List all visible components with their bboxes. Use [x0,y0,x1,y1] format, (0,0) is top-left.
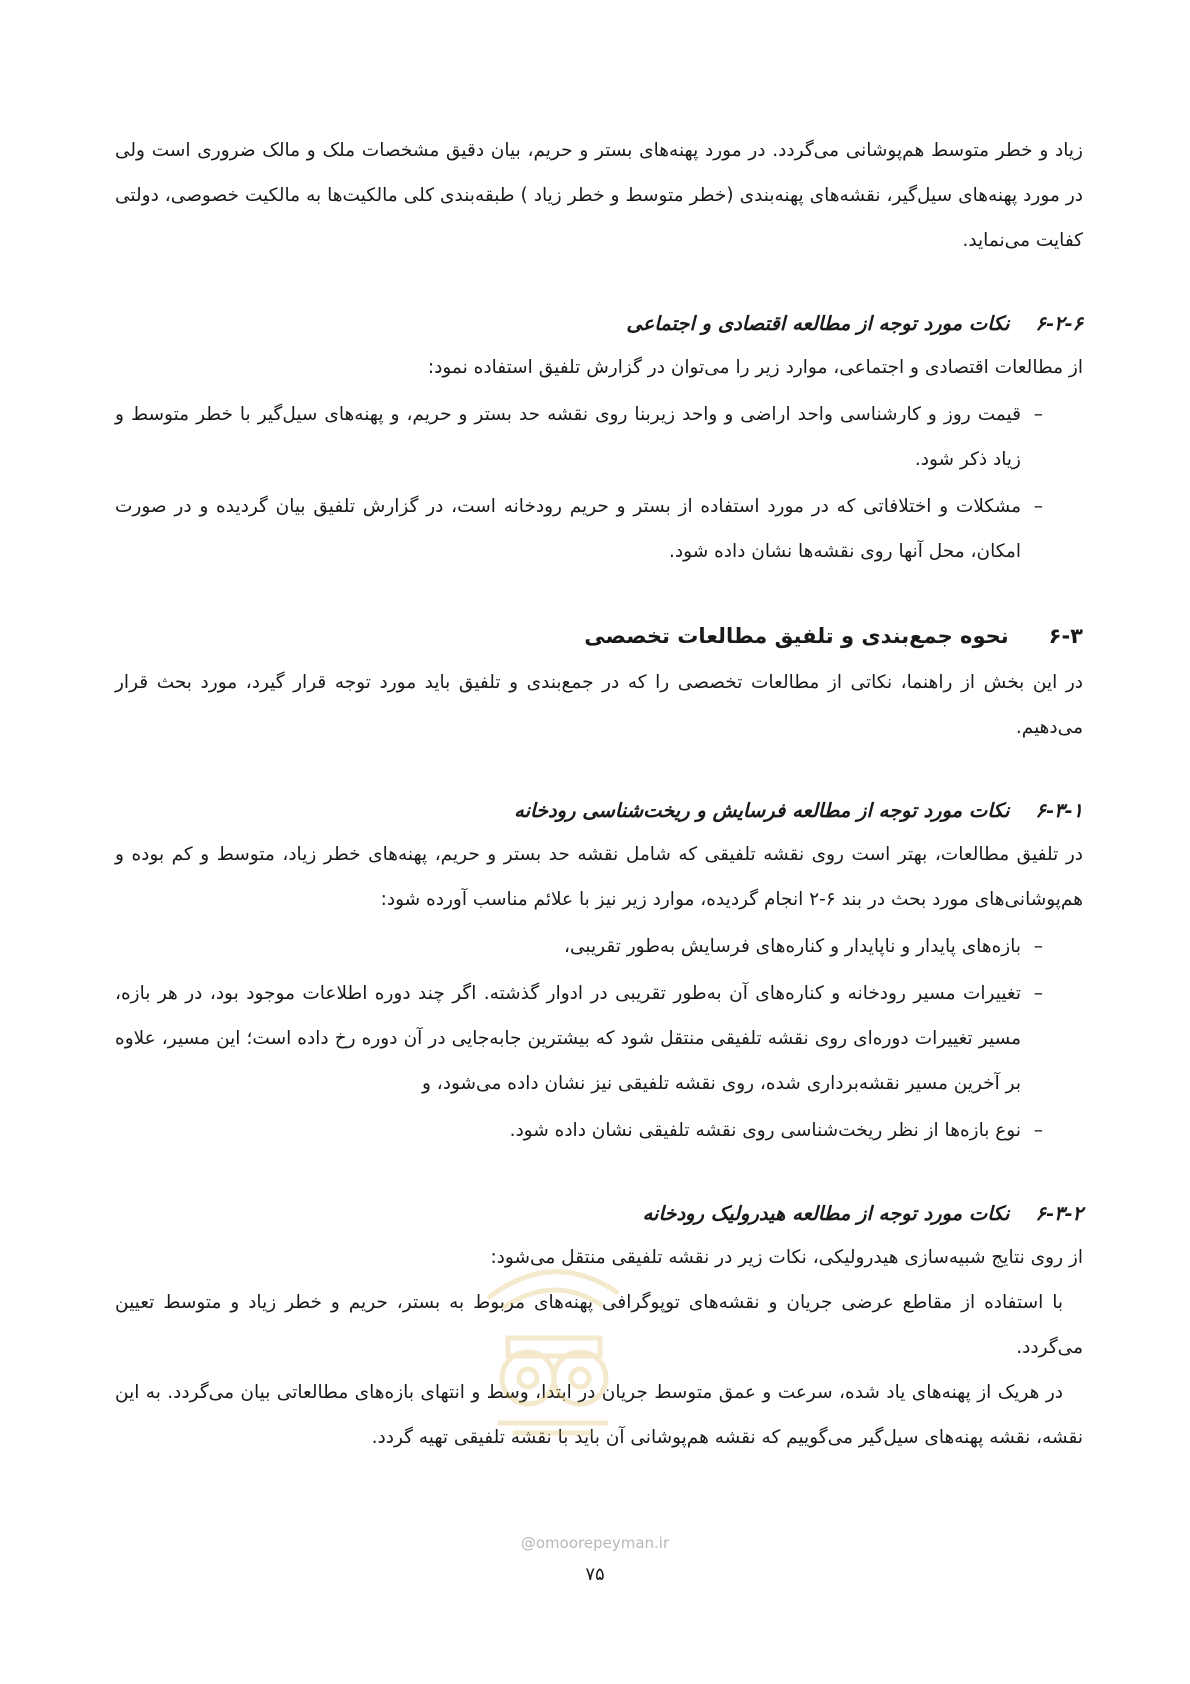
heading-6-2-6 [115,303,1083,345]
heading-6-3-2 [115,1193,1083,1235]
section-paragraph: با استفاده از مقاطع عرضی جریان و نقشه‌های توپوگرافی پهنه‌های مربوط به بستر، حریم و خطر زیاد و متوسط تعیین می‌گردد. [115,1292,1083,1358]
bullet-list [115,392,1083,574]
heading-number: ۶-۲-۶ [1035,312,1083,335]
heading-title: نحوه جمع‌بندی و تلفیق مطالعات تخصصی [584,624,1009,648]
heading-title: نکات مورد توجه از مطالعه هیدرولیک رودخانه [642,1202,1010,1225]
list-item: – مشکلات و اختلافاتی که در مورد استفاده از بستر و حریم رودخانه است، در گزارش تلفیق بیان گردیده و در صورت امکان، محل آنها روی نقشه‌ها نشان داده شود. [115,496,1043,562]
list-item: – بازه‌های پایدار و ناپایدار و کناره‌های فرسایش به‌طور تقریبی، [564,936,1043,957]
page-number: ۷۵ [585,1564,605,1585]
heading-title: نکات مورد توجه از مطالعه فرسایش و ریخت‌شناسی رودخانه [514,799,1010,822]
list-item: – نوع بازه‌ها از نظر ریخت‌شناسی روی نقشه تلفیقی نشان داده شود. [509,1120,1043,1141]
section-body: در این بخش از راهنما، نکاتی از مطالعات تخصصی را که در جمع‌بندی و تلفیق باید مورد توجه قرار گیرد، مورد بحث قرار می‌دهیم. [115,672,1083,738]
bullet-list [115,924,1083,1153]
watermark-site-text: @omoorepeyman.ir [520,1534,670,1552]
section-paragraph: در هریک از پهنه‌های یاد شده، سرعت و عمق متوسط جریان در ابتدا، وسط و انتهای بازه‌های مطالعاتی بیان می‌گردد. به این نقشه، نقشه پهنه‌های سیل‌گیر می‌گوییم که نقشه هم‌پوشانی آن باید با نقشه تلفیقی تهیه گردد. [115,1382,1083,1448]
heading-title: نکات مورد توجه از مطالعه اقتصادی و اجتماعی [626,312,1010,335]
intro-paragraph: زیاد و خطر متوسط هم‌پوشانی می‌گردد. در مورد پهنه‌های بستر و حریم، بیان دقیق مشخصات ملک و مالک ضروری است ولی در مورد پهنه‌های سیل‌گیر، نقشه‌های پهنه‌بندی (خطر متوسط و خطر زیاد ) طبقه‌بندی کلی مالکیت‌ها به مالکیت خصوصی، دولتی کفایت می‌نماید. [115,140,1083,251]
heading-number: ۶-۳ [1048,624,1083,648]
heading-6-3 [115,614,1083,658]
list-item: – تغییرات مسیر رودخانه و کناره‌های آن به‌طور تقریبی در ادوار گذشته. اگر چند دوره اطلاعات موجود بود، در هر بازه، مسیر تغییرات دوره‌ای روی نقشه تلفیقی منتقل شود که بیشترین جابه‌جایی در آن دوره رخ داده است؛ این مسیر، علاوه بر آخرین مسیر نقشه‌برداری شده، روی نقشه تلفیقی نیز نشان داده می‌شود، و [115,983,1043,1094]
section-lead: از مطالعات اقتصادی و اجتماعی، موارد زیر را می‌توان در گزارش تلفیق استفاده نمود: [427,357,1083,378]
section-lead: از روی نتایج شبیه‌سازی هیدرولیکی، نکات زیر در نقشه تلفیقی منتقل می‌شود: [490,1247,1083,1268]
list-item: – قیمت روز و کارشناسی واحد اراضی و واحد زیربنا روی نقشه حد بستر و حریم، و پهنه‌های سیل‌گیر با خطر متوسط و زیاد ذکر شود. [115,404,1043,470]
document-page [115,128,1083,1460]
heading-6-3-1 [115,790,1083,832]
heading-number: ۶-۳-۲ [1035,1202,1083,1225]
section-lead: در تلفیق مطالعات، بهتر است روی نقشه تلفیقی که شامل نقشه حد بستر و حریم، پهنه‌های خطر زیاد، متوسط و کم بوده و هم‌پوشانی‌های مورد بحث در بند ۶-۲ انجام گردیده، موارد زیر نیز با علائم مناسب آورده شود: [115,844,1083,910]
heading-number: ۶-۳-۱ [1035,799,1083,822]
